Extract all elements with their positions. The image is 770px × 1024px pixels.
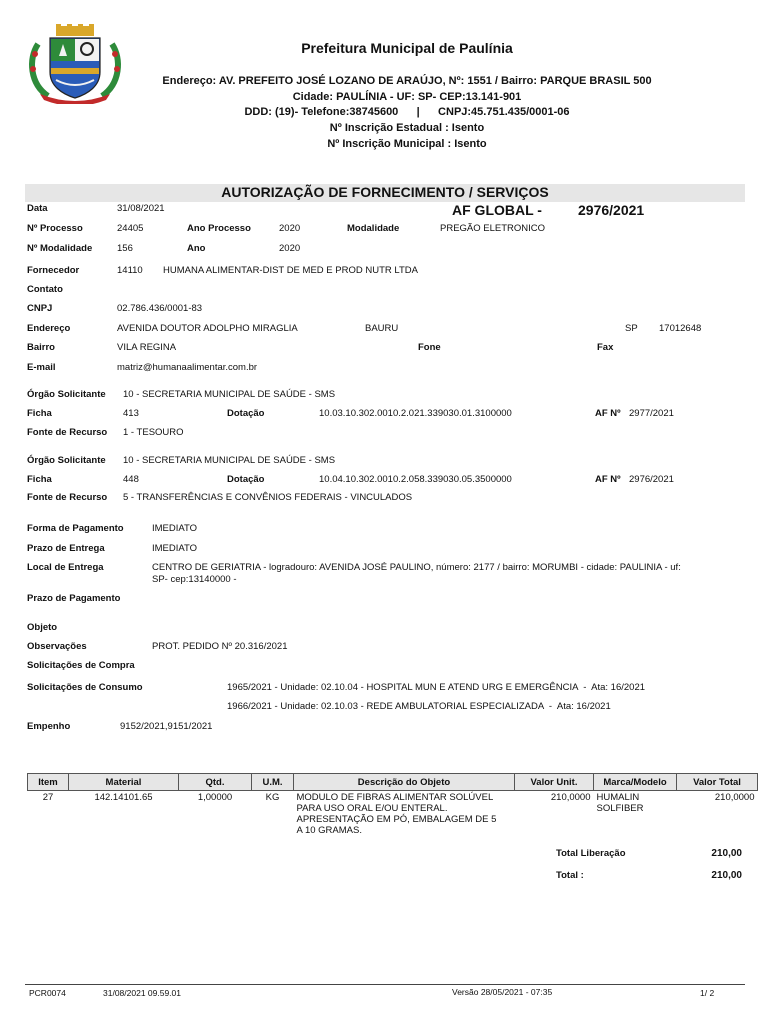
items-table xyxy=(27,773,758,837)
header-phone-cnpj: DDD: (19)- Telefone:38745600 | CNPJ:45.751.435/0001-06 xyxy=(244,106,570,118)
valor-unit-cell: 210,0000 xyxy=(550,792,591,803)
ficha-value: 448 xyxy=(123,474,139,485)
description-line: MODULO DE FIBRAS ALIMENTAR SOLÚVEL xyxy=(296,792,494,803)
email-label: E-mail xyxy=(27,362,56,373)
header-city: Cidade: PAULÍNIA - UF: SP- CEP:13.141-901 xyxy=(292,91,522,103)
ficha-value: 413 xyxy=(123,408,139,419)
solicitacao-consumo-item: 1965/2021 - Unidade: 02.10.04 - HOSPITAL MUN E ATEND URG E EMERGÊNCIA - Ata: 16/2021 xyxy=(227,682,646,693)
header-municipal-registration: Nº Inscrição Municipal : Isento xyxy=(327,138,487,150)
material-cell: 142.14101.65 xyxy=(94,792,153,803)
total-value: 210,00 xyxy=(711,870,742,881)
ano-processo-value: 2020 xyxy=(279,223,301,234)
ficha-label: Ficha xyxy=(27,474,52,485)
footer-report-code: PCR0074 xyxy=(29,988,66,998)
footer-divider xyxy=(25,984,745,985)
email-value: matriz@humanaalimentar.com.br xyxy=(117,362,258,373)
document-title: AUTORIZAÇÃO DE FORNECIMENTO / SERVIÇOS xyxy=(221,184,549,200)
fornecedor-name: HUMANA ALIMENTAR-DIST DE MED E PROD NUTR LTDA xyxy=(163,265,418,276)
bairro-label: Bairro xyxy=(27,342,55,353)
fornecedor-label: Fornecedor xyxy=(27,265,80,276)
processo-label: Nº Processo xyxy=(27,223,83,234)
af-global-label: AF GLOBAL - xyxy=(452,202,542,218)
ficha-label: Ficha xyxy=(27,408,52,419)
description-cell xyxy=(294,791,515,838)
um-cell: KG xyxy=(265,792,280,803)
solicitacao-consumo-item: 1966/2021 - Unidade: 02.10.03 - REDE AMBULATORIAL ESPECIALIZADA - Ata: 16/2021 xyxy=(227,701,611,712)
observacoes-value: PROT. PEDIDO Nº 20.316/2021 xyxy=(152,641,288,652)
marca-cell xyxy=(594,791,677,838)
page-title: Prefeitura Municipal de Paulínia xyxy=(301,40,513,56)
orgao-value: 10 - SECRETARIA MUNICIPAL DE SAÚDE - SMS xyxy=(123,389,336,400)
column-header: Descrição do Objeto xyxy=(294,774,515,791)
forma-pagamento-label: Forma de Pagamento xyxy=(27,523,124,534)
n-modalidade-label: Nº Modalidade xyxy=(27,243,93,254)
column-header: Qtd. xyxy=(179,774,252,791)
fone-label: Fone xyxy=(418,342,441,353)
prazo-entrega-value: IMEDIATO xyxy=(152,543,198,554)
qtd-cell: 1,00000 xyxy=(197,792,233,803)
empenho-label: Empenho xyxy=(27,721,71,732)
cnpj-value: 02.786.436/0001-83 xyxy=(117,303,203,314)
af-global-number: 2976/2021 xyxy=(578,202,645,218)
dotacao-label: Dotação xyxy=(227,474,265,485)
af-number-value: 2977/2021 xyxy=(629,408,674,419)
contato-label: Contato xyxy=(27,284,63,295)
fonte-value: 5 - TRANSFERÊNCIAS E CONVÊNIOS FEDERAIS - VINCULADOS xyxy=(123,492,413,503)
column-header: Marca/Modelo xyxy=(594,774,677,791)
header-state-registration: Nº Inscrição Estadual : Isento xyxy=(329,122,485,134)
orgao-label: Órgão Solicitante xyxy=(27,389,106,400)
uf-value: SP xyxy=(625,323,638,334)
local-entrega-value-line2: SP- cep:13140000 - xyxy=(152,574,237,585)
municipal-crest-logo xyxy=(26,24,124,104)
marca-line: SOLFIBER xyxy=(596,803,644,814)
endereco-value: AVENIDA DOUTOR ADOLPHO MIRAGLIA xyxy=(117,323,298,334)
af-number-label: AF Nº xyxy=(595,408,621,419)
items-table-header xyxy=(28,774,758,791)
local-entrega-label: Local de Entrega xyxy=(27,562,104,573)
column-header: Valor Total xyxy=(677,774,758,791)
ano-processo-label: Ano Processo xyxy=(187,223,251,234)
footer-page-number: 1/ 2 xyxy=(700,988,715,998)
cnpj-label: CNPJ xyxy=(27,303,53,314)
column-header: Valor Unit. xyxy=(515,774,594,791)
endereco-label: Endereço xyxy=(27,323,71,334)
solicitacoes-compra-label: Solicitações de Compra xyxy=(27,660,135,671)
objeto-label: Objeto xyxy=(27,622,58,633)
modalidade-label: Modalidade xyxy=(347,223,400,234)
description-line: A 10 GRAMAS. xyxy=(296,825,362,836)
observacoes-label: Observações xyxy=(27,641,87,652)
item-cell: 27 xyxy=(42,792,54,803)
prazo-pagamento-label: Prazo de Pagamento xyxy=(27,593,121,604)
data-value: 31/08/2021 xyxy=(117,203,165,214)
column-header: U.M. xyxy=(252,774,294,791)
forma-pagamento-value: IMEDIATO xyxy=(152,523,198,534)
af-number-value: 2976/2021 xyxy=(629,474,674,485)
fonte-label: Fonte de Recurso xyxy=(27,492,108,503)
column-header: Material xyxy=(69,774,179,791)
dotacao-value: 10.03.10.302.0010.2.021.339030.01.3100000 xyxy=(319,408,512,419)
orgao-value: 10 - SECRETARIA MUNICIPAL DE SAÚDE - SMS xyxy=(123,455,336,466)
marca-line: HUMALIN xyxy=(596,792,640,803)
orgao-label: Órgão Solicitante xyxy=(27,455,106,466)
fornecedor-code: 14110 xyxy=(117,265,143,276)
description-line: PARA USO ORAL E/OU ENTERAL. xyxy=(296,803,448,814)
fonte-value: 1 - TESOURO xyxy=(123,427,184,438)
solicitacoes-consumo-label: Solicitações de Consumo xyxy=(27,682,143,693)
fonte-label: Fonte de Recurso xyxy=(27,427,108,438)
column-header: Item xyxy=(28,774,69,791)
total-liberacao-value: 210,00 xyxy=(711,848,742,859)
modalidade-value: PREGÃO ELETRONICO xyxy=(440,223,546,234)
valor-total-cell: 210,0000 xyxy=(714,792,755,803)
footer-version: Versão 28/05/2021 - 07:35 xyxy=(452,987,553,997)
dotacao-label: Dotação xyxy=(227,408,265,419)
local-entrega-value-line1: CENTRO DE GERIATRIA - logradouro: AVENIDA JOSÉ PAULINO, número: 2177 / bairro: MORUMBI - cidade: PAULINIA - uf: xyxy=(152,562,681,573)
ano-value: 2020 xyxy=(279,243,301,254)
cidade-value: BAURU xyxy=(365,323,399,334)
data-label: Data xyxy=(27,203,48,214)
prazo-entrega-label: Prazo de Entrega xyxy=(27,543,105,554)
description-line: APRESENTAÇÃO EM PÓ, EMBALAGEM DE 5 xyxy=(296,814,497,825)
processo-value: 24405 xyxy=(117,223,144,234)
af-number-label: AF Nº xyxy=(595,474,621,485)
footer-timestamp: 31/08/2021 09.59.01 xyxy=(103,988,181,998)
cep-value: 17012648 xyxy=(659,323,702,334)
header-address: Endereço: AV. PREFEITO JOSÉ LOZANO DE ARAÚJO, Nº: 1551 / Bairro: PARQUE BRASIL 500 xyxy=(162,75,652,87)
total-label: Total : xyxy=(556,870,584,881)
fax-label: Fax xyxy=(597,342,614,353)
n-modalidade-value: 156 xyxy=(117,243,133,254)
bairro-value: VILA REGINA xyxy=(117,342,177,353)
dotacao-value: 10.04.10.302.0010.2.058.339030.05.3500000 xyxy=(319,474,512,485)
total-liberacao-label: Total Liberação xyxy=(556,848,626,859)
ano-label: Ano xyxy=(187,243,206,254)
table-row xyxy=(28,791,758,838)
empenho-value: 9152/2021,9151/2021 xyxy=(120,721,213,732)
